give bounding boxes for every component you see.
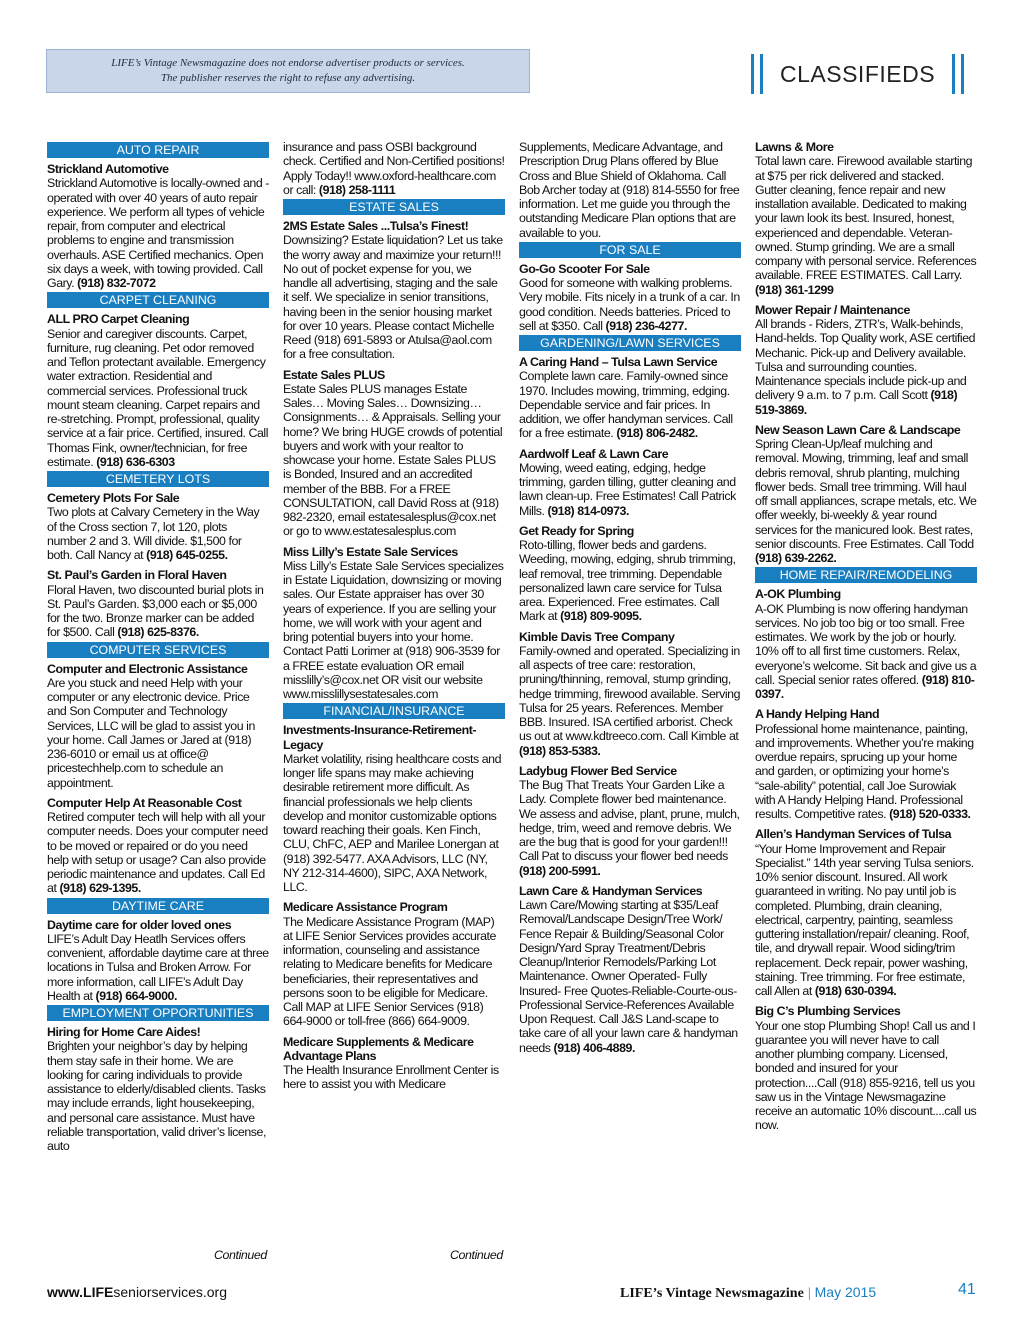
ad-title: St. Paul’s Garden in Floral Haven <box>47 568 227 583</box>
ad-text: Downsizing? Estate liquidation? Let us take the worry away and maximize your return!!! No out of pocket expense for you, we handle all advertising, staging and the sale it self. We specialize in senior transitions, having been in the senior housing market for over 10 years. Please contact Michelle Reed (918) 691-5893 or Atulsa@aol.com for a free consultation. <box>283 233 503 362</box>
ad-title: Lawn Care & Handyman Services <box>519 883 703 898</box>
classified-ad <box>47 568 269 639</box>
column-2 <box>283 140 505 1092</box>
ad-phone: (918) 236-4277. <box>605 318 687 333</box>
ad-title: Computer Help At Reasonable Cost <box>47 795 242 810</box>
ad-phone: (918) 832-7072 <box>77 276 156 290</box>
classified-ad <box>47 312 269 469</box>
ad-body <box>519 369 741 440</box>
ad-title: Lawns & More <box>755 140 834 154</box>
ad-title: Mower Repair / Maintenance <box>755 302 910 317</box>
ad-title: New Season Lawn Care & Landscape <box>755 422 961 437</box>
ad-phone: (918) 630-0394. <box>814 984 897 998</box>
header-bar-right-1 <box>952 54 955 94</box>
ad-title: Kimble Davis Tree Company <box>519 629 675 644</box>
classified-ad <box>283 545 505 702</box>
ad-title: Hiring for Home Care Aides! <box>47 1025 201 1039</box>
footer-website-rest: seniorservices.org <box>113 1284 227 1300</box>
ad-body <box>283 752 505 895</box>
ad-body <box>519 140 741 240</box>
classified-ad <box>755 423 977 566</box>
ad-body <box>755 722 977 822</box>
ad-text: The Bug That Treats Your Garden Like a Lady. Complete flower bed maintenance. We assess and advise, plant, prune, mulch, hedge, trim, weed and remove debris. We are the bug that is good for your garden!!! Call Pat to discuss your flower bed needs <box>519 778 740 864</box>
ad-phone: (918) 645-0255. <box>146 548 228 562</box>
ad-text: Supplements, Medicare Advantage, and Prescription Drug Plans offered by Blue Cross and Blue Shield of Oklahoma. Call Bob Archer today at (918) 814-5550 for free information. Let me guide you through the outstanding Medicare Plan options that are available to you. <box>519 140 740 240</box>
ad-phone: (918) 853-5383. <box>519 743 601 758</box>
ad-phone: (918) 810-0397. <box>755 672 975 701</box>
ad-phone: (918) 519-3869. <box>755 388 958 417</box>
ad-body <box>755 317 977 417</box>
ad-title: Cemetery Plots For Sale <box>47 491 180 505</box>
ad-phone: (918) 809-9095. <box>560 609 642 624</box>
classified-ad <box>283 1035 505 1092</box>
ad-body <box>755 154 977 297</box>
classified-ad <box>755 303 977 417</box>
ad-body <box>755 437 977 565</box>
footer-website-bold: www.LIFE <box>47 1284 114 1300</box>
continued-label-2: Continued <box>450 1248 503 1262</box>
classified-ad <box>283 140 505 197</box>
ad-title: Ladybug Flower Bed Service <box>519 763 677 778</box>
ad-text: Brighten your neighbor’s day by helping them stay safe in their home. We are looking for caring individuals to provide assistance to elderly/disabled clients. Tasks may include errands, light housekeeping, and personal care assistance. Must have reliable transportation, valid driver’s license, auto <box>47 1039 266 1153</box>
classified-ad <box>47 796 269 896</box>
classified-ad <box>47 918 269 1004</box>
ad-body <box>47 327 269 470</box>
category-header-auto-repair: AUTO REPAIR <box>47 142 269 158</box>
header-bar-right-2 <box>961 54 964 94</box>
category-header-home-repair-remodeling: HOME REPAIR/REMODELING <box>755 567 977 583</box>
ad-text: Two plots at Calvary Cemetery in the Way of the Cross section 7, lot 120, plots number 2 and 3. Will divide. $1,500 for both. Call Nancy at <box>47 505 260 562</box>
continued-label-1: Continued <box>214 1248 267 1262</box>
classified-ad <box>755 587 977 701</box>
ad-body <box>755 1019 977 1133</box>
ad-title: Big C’s Plumbing Services <box>755 1004 901 1019</box>
classified-ad <box>755 1004 977 1132</box>
disclaimer-line-1: LIFE’s Vintage Newsmagazine does not endorse advertiser products or services. <box>111 57 465 69</box>
ad-title: Investments-Insurance-Retirement-Legacy <box>283 723 477 752</box>
footer-publication-name: LIFE’s Vintage Newsmagazine <box>620 1286 804 1301</box>
ad-title: Medicare Assistance Program <box>283 900 448 915</box>
ad-body <box>47 583 269 640</box>
ad-title: A-OK Plumbing <box>755 587 841 602</box>
disclaimer-box <box>46 49 530 93</box>
ad-phone: (918) 625-8376. <box>117 625 199 640</box>
ad-text: Floral Haven, two discounted burial plots in St. Paul’s Garden. $3,000 each or $5,000 for the two. Bronze marker can be added for $500. Call <box>47 582 264 640</box>
classified-ad <box>283 723 505 894</box>
classified-ad <box>519 884 741 1055</box>
ad-body <box>47 810 269 896</box>
ad-text: Miss Lilly’s Estate Sale Services specializes in Estate Liquidation, downsizing or moving sales. Our Estate appraiser has over 30 years of experience. If you are selling your home, we will work with your agent and bring potential buyers into your home. Contact Patti Lorimer at (918) 906-3539 for a FREE estate evaluation OR email misslilly’s@cox.net OR visit our website www.misslillysestatesales.com <box>283 558 504 701</box>
ad-title: A Handy Helping Hand <box>755 707 880 722</box>
ad-title: Aardwolf Leaf & Lawn Care <box>519 446 669 461</box>
footer-date: May 2015 <box>814 1284 877 1300</box>
ad-phone: (918) 636-6303 <box>96 454 175 469</box>
classified-ad <box>519 447 741 518</box>
footer-separator: | <box>807 1286 811 1301</box>
category-header-carpet-cleaning: CARPET CLEANING <box>47 292 269 308</box>
classified-ad <box>47 162 269 290</box>
ad-phone: (918) 258-1111 <box>318 182 396 197</box>
ad-text: Complete lawn care. Family-owned since 1970. Includes mowing, trimming, edging. Dependable service and fair prices. In addition, we offer handyman services. Call for a free estimate. <box>519 369 733 441</box>
ad-phone: (918) 664-9000. <box>95 988 177 1003</box>
ad-title: Go-Go Scooter For Sale <box>519 261 650 276</box>
ad-body <box>519 276 741 333</box>
ad-body <box>47 932 269 1003</box>
ad-text: Your one stop Plumbing Shop! Call us and I guarantee you will never have to call another plumbing company. Licensed, bonded and insured for your protection....Call (918) 855-9216, tell us you saw us in the Vintage Newsmagazine receive an automatic 10% discount....call us now. <box>755 1018 977 1133</box>
category-header-for-sale: FOR SALE <box>519 242 741 258</box>
ad-body <box>47 505 269 562</box>
classified-ad <box>47 491 269 562</box>
ad-title: Daytime care for older loved ones <box>47 917 232 932</box>
classified-ad <box>519 524 741 624</box>
ad-text: The Medicare Assistance Program (MAP) at LIFE Senior Services provides accurate information, counseling and assistance relating to Medicare benefits for Medicare beneficiaries, their representatives and persons soon to be eligible for Medicare. Call MAP at LIFE Senior Services (918) 664-9000 or toll-free (866) 664-9009. <box>283 914 496 1029</box>
classified-ad <box>283 900 505 1028</box>
ad-text: Retired computer tech will help with all your computer needs. Does your computer need to be moved or repaired or do you need help with setup or usage? Can also provide periodic maintenance and updates. Call Ed at <box>47 810 268 896</box>
column-3 <box>519 140 741 1055</box>
classified-ad <box>519 140 741 240</box>
ad-body <box>47 676 269 790</box>
classified-ad <box>755 140 977 297</box>
ad-title: Get Ready for Spring <box>519 523 634 538</box>
ad-title: Miss Lilly’s Estate Sale Services <box>283 544 458 559</box>
column-4 <box>755 140 977 1133</box>
section-title: CLASSIFIEDS <box>780 60 936 87</box>
classified-ad <box>519 355 741 441</box>
ad-title: A Caring Hand – Tulsa Lawn Service <box>519 355 718 369</box>
ad-body <box>519 898 741 1055</box>
ad-phone: (918) 814-0973. <box>547 503 629 518</box>
ad-text: Mowing, weed eating, edging, hedge trimming, garden tilling, gutter cleaning and lawn clean-up. Free Estimates! Call Patrick Mills. <box>519 460 736 518</box>
ad-body <box>755 842 977 999</box>
ad-body <box>283 233 505 361</box>
classified-ad <box>519 262 741 333</box>
ad-text: Market volatility, rising healthcare costs and longer life spans may make achieving desirable retirement more difficult. As financial professionals we help clients develop and monitor customizable options toward reaching their goals. Ken Finch, CLU, ChFC, AEP and Marilee Lonergan at (918) 392-5477. AXA Advisors, LLC (NY, NY 212-314-4600), SIPC, AXA Network, LLC. <box>283 751 502 894</box>
column-1 <box>47 140 269 1153</box>
ad-text: LIFE’s Adult Day Heatlh Services offers convenient, affordable daytime care at three locations in Tulsa and Broken Arrow. For more information, call LIFE’s Adult Day Health at <box>47 931 269 1003</box>
category-header-daytime-care: DAYTIME CARE <box>47 898 269 914</box>
ad-text: Are you stuck and need Help with your computer or any electronic device. Price and Son Computer and Technology Services, LLC will be glad to assist you in your home. Call James or Jared at (918) 236-6010 or email us at office@ pricestechhelp.com to schedule an appointment. <box>47 675 255 790</box>
classified-ad <box>283 368 505 539</box>
classified-ad <box>755 707 977 821</box>
classified-ad <box>755 827 977 998</box>
ad-title: Allen’s Handyman Services of Tulsa <box>755 827 952 842</box>
ad-phone: (918) 520-0333. <box>889 807 971 821</box>
ad-body <box>519 644 741 758</box>
ad-text: insurance and pass OSBI background check. Certified and Non-Certified positions! Apply Today!! www.oxford-healthcare.com or call: <box>283 140 505 197</box>
ad-phone: (918) 200-5991. <box>519 863 601 878</box>
ad-body <box>283 1063 505 1092</box>
classified-ad <box>47 1025 269 1153</box>
ad-body <box>47 1039 269 1153</box>
ad-text: Estate Sales PLUS manages Estate Sales… Moving Sales… Downsizing… Consignments… & Appraisals. Selling your home? We bring HUGE crowds of potential buyers and work with your realtor to showcase your home. Estate Sales PLUS is Bonded, Insured and an accredited member of the BBB. For a FREE CONSULTATION, call David Ross at (918) 982-2320, email estatesalesplus@cox.net or go to www.estatesalesplus.com <box>283 381 503 539</box>
category-header-computer-services: COMPUTER SERVICES <box>47 642 269 658</box>
ad-text: Family-owned and operated. Specializing in all aspects of tree care: restoration, pruning/thinning, removal, stump grinding, hedge trimming, firewood available. Serving Tulsa for 25 years. References. Member BBB. Insured. ISA certified arborist. Check us out at www.kdtreeco.com. Call Kimble at <box>519 643 741 744</box>
ad-text: Senior and caregiver discounts. Carpet, furniture, rug cleaning. Pet odor removed and Teflon protectant available. Emergency water extraction. Residential and commercial services. Professional truck mount steam cleaning. Carpet repairs and re-stretching. Prompt, professional, quality service at a fair price. Certified, insured. Call Thomas Fink, owner/technician, for free estimate. <box>47 326 269 469</box>
section-header <box>748 52 967 96</box>
footer-publication <box>620 1284 876 1302</box>
ad-body <box>519 778 741 878</box>
ad-text: A-OK Plumbing is now offering handyman services. No job too big or too small. Free estimates. We work by the job or hourly. 10% off to all first time customers. Relax, everyone’s welcome. Sit back and give us a call. Special senior rates offered. <box>755 601 977 687</box>
ad-text: The Health Insurance Enrollment Center is here to assist you with Medicare <box>283 1063 499 1092</box>
category-header-employment-opportunities: EMPLOYMENT OPPORTUNITIES <box>47 1005 269 1021</box>
ad-phone: (918) 639-2262. <box>755 551 837 565</box>
classified-ad <box>519 764 741 878</box>
ad-title: Medicare Supplements & Medicare Advantage Plans <box>283 1034 474 1063</box>
classified-ad <box>283 219 505 362</box>
header-bar-left-2 <box>760 54 763 94</box>
classified-ad <box>47 662 269 790</box>
ad-text: Roto-tilling, flower beds and gardens. Weeding, mowing, edging, shrub trimming, leaf removal, tree trimming. Dependable personalized lawn care service for Tulsa area. Experienced. Free estimates. Call Mark at <box>519 538 736 624</box>
ad-body <box>283 140 505 197</box>
category-header-financial-insurance: FINANCIAL/INSURANCE <box>283 703 505 719</box>
ad-text: Spring Clean-Up/leaf mulching and removal. Mowing, trimming, leaf and small debris removal, shrub planting, mulching flower beds. Small tree trimming. Will haul off small appliances, scrape metals, etc. We offer weekly, bi-weekly & year round services for the manicured look. Best rates, senior discounts. Free Estimates. Call Todd <box>755 437 977 551</box>
ad-title: 2MS Estate Sales ...Tulsa’s Finest! <box>283 219 469 233</box>
page-number: 41 <box>958 1281 976 1298</box>
header-bar-left-1 <box>751 54 754 94</box>
ad-text: All brands - Riders, ZTR’s, Walk-behinds, Hand-helds. Top Quality work, ASE certified Mechanic. Pick-up and Delivery available. Tulsa and surrounding counties. Maintenance specials include pick-up and delivery 9 a.m. to 7 p.m. Call Scott <box>755 317 976 403</box>
ad-text: Good for someone with walking problems. Very mobile. Fits nicely in a trunk of a car. In good condition. Needs batteries. Priced to sell at $350. Call <box>519 276 740 333</box>
category-header-cemetery-lots: CEMETERY LOTS <box>47 471 269 487</box>
ad-title: Estate Sales PLUS <box>283 367 385 382</box>
ad-title: Strickland Automotive <box>47 162 169 176</box>
ad-title: Computer and Electronic Assistance <box>47 661 248 676</box>
ad-text: Total lawn care. Firewood available starting at $75 per rick delivered and stacked. Gutter cleaning, fence repair and new installation available. Dedicated to making your lawn look its best. Insured, honest, experienced and dependable. Veteran-owned. Stump grinding. We are a small company with personal service. References available. FREE ESTIMATES. Call Larry. <box>755 154 977 283</box>
ad-body <box>755 602 977 702</box>
ad-body <box>283 382 505 539</box>
category-header-estate-sales: ESTATE SALES <box>283 199 505 215</box>
category-header-gardening-lawn-services: GARDENING/LAWN SERVICES <box>519 335 741 351</box>
ad-body <box>519 538 741 624</box>
ad-text: Strickland Automotive is locally-owned and - operated with over 40 years of auto repair experience. We perform all types of vehicle repair, from computer and electrical problems to engine and transmission overhauls. ASE Certified mechanics. Open six days a week, with towing provided. Call Gary. <box>47 176 269 290</box>
ad-text: “Your Home Improvement and Repair Specialist.” 14th year serving Tulsa seniors. 10% senior discount. Insured. All work guaranteed in writing. No pay until job is completed. Plumbing, drain cleaning, electrical, carpentry, painting, seamless guttering installation/repair/ cleaning. Roof, tile, and drywall repair. Wood siding/trim replacement. Deck repair, power washing, staining. Tree trimming. For free estimate, call Allen at <box>755 841 974 998</box>
ad-body <box>283 915 505 1029</box>
ad-body <box>47 176 269 290</box>
ad-phone: (918) 361-1299 <box>755 282 834 297</box>
ad-body <box>519 461 741 518</box>
footer-website[interactable] <box>47 1284 227 1300</box>
ad-text: Lawn Care/Mowing starting at $35/Leaf Removal/Landscape Design/Tree Work/ Fence Repair & Building/Seasonal Color Design/Yard Spray Treatment/Debris Cleanup/Interior Remodels/Parking Lot Maintenance. Owner Operated- Fully Insured- Free Quotes-Reliable-Courte-ous-Professional Service-References Available Upon Request. Call J&S Land-scape to take care of all your lawn care & handyman needs <box>519 898 738 1055</box>
classified-ad <box>519 630 741 758</box>
ad-body <box>283 559 505 702</box>
ad-phone: (918) 406-4889. <box>553 1040 635 1055</box>
ad-title: ALL PRO Carpet Cleaning <box>47 312 190 327</box>
ad-text: Professional home maintenance, painting, and improvements. Whether you’re making overdue repairs, sprucing up your home and garden, or optimizing your home’s “sale-ability” potential, call Joe Surowiak with A Handy Helping Hand. Professional results. Competitive rates. <box>755 721 974 821</box>
ad-phone: (918) 629-1395. <box>59 881 141 896</box>
disclaimer-line-2: The publisher reserves the right to refuse any advertising. <box>160 72 416 84</box>
ad-phone: (918) 806-2482. <box>616 426 698 441</box>
